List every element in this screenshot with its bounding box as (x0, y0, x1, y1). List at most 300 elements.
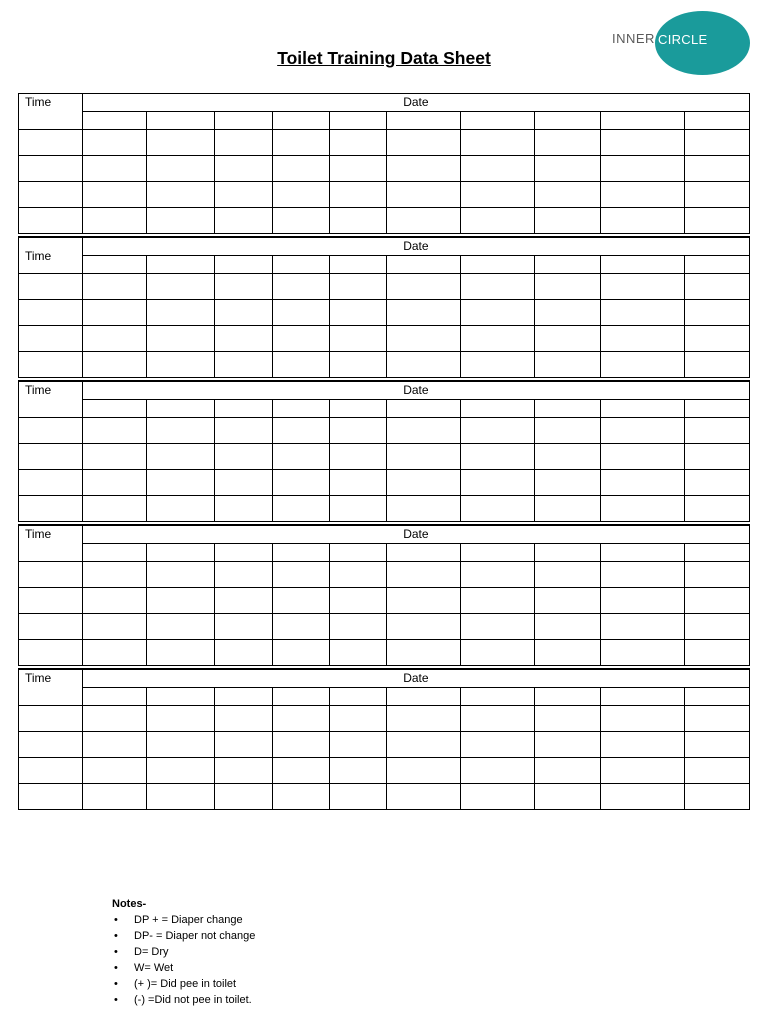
date-cell[interactable] (387, 399, 461, 417)
time-cell[interactable] (19, 613, 83, 639)
date-cell[interactable] (685, 112, 750, 130)
time-header: Time (19, 237, 83, 273)
entry-cell[interactable] (387, 273, 461, 299)
table-row (19, 613, 750, 639)
date-cell[interactable] (461, 543, 535, 561)
entry-cell[interactable] (461, 587, 535, 613)
entry-cell[interactable] (685, 417, 750, 443)
entry-cell[interactable] (82, 783, 146, 809)
entry-cell[interactable] (329, 705, 387, 731)
date-cell[interactable] (461, 687, 535, 705)
entry-cell[interactable] (273, 731, 330, 757)
entry-cell[interactable] (535, 156, 601, 182)
entry-cell[interactable] (329, 731, 387, 757)
entry-cell[interactable] (215, 731, 273, 757)
entry-cell[interactable] (685, 208, 750, 234)
entry-cell[interactable] (387, 639, 461, 665)
table-row (19, 156, 750, 182)
entry-cell[interactable] (387, 299, 461, 325)
entry-cell[interactable] (387, 156, 461, 182)
entry-cell[interactable] (82, 325, 146, 351)
entry-cell[interactable] (82, 495, 146, 521)
date-cell[interactable] (601, 543, 685, 561)
entry-cell[interactable] (82, 705, 146, 731)
entry-cell[interactable] (387, 495, 461, 521)
date-cell[interactable] (601, 687, 685, 705)
entry-cell[interactable] (82, 130, 146, 156)
notes-title: Notes- (112, 898, 147, 910)
entry-cell[interactable] (601, 469, 685, 495)
entry-cell[interactable] (329, 495, 387, 521)
date-cell[interactable] (685, 543, 750, 561)
entry-cell[interactable] (535, 587, 601, 613)
entry-cell[interactable] (535, 731, 601, 757)
entry-cell[interactable] (387, 469, 461, 495)
date-cell[interactable] (535, 399, 601, 417)
entry-cell[interactable] (535, 299, 601, 325)
time-cell[interactable] (19, 443, 83, 469)
date-cell[interactable] (215, 255, 273, 273)
entry-cell[interactable] (601, 325, 685, 351)
entry-cell[interactable] (601, 273, 685, 299)
entry-cell[interactable] (535, 783, 601, 809)
entry-cell[interactable] (215, 156, 273, 182)
entry-cell[interactable] (82, 757, 146, 783)
entry-cell[interactable] (329, 561, 387, 587)
entry-cell[interactable] (685, 273, 750, 299)
entry-cell[interactable] (387, 757, 461, 783)
entry-cell[interactable] (215, 495, 273, 521)
date-cell[interactable] (215, 543, 273, 561)
table-row (19, 495, 750, 521)
entry-cell[interactable] (273, 757, 330, 783)
entry-cell[interactable] (215, 299, 273, 325)
entry-cell[interactable] (82, 299, 146, 325)
entry-cell[interactable] (535, 495, 601, 521)
entry-cell[interactable] (146, 208, 215, 234)
date-cell[interactable] (329, 543, 387, 561)
entry-cell[interactable] (535, 613, 601, 639)
entry-cell[interactable] (215, 325, 273, 351)
date-cell[interactable] (461, 399, 535, 417)
entry-cell[interactable] (273, 613, 330, 639)
entry-cell[interactable] (273, 495, 330, 521)
date-header: Date (82, 237, 749, 255)
time-cell[interactable] (19, 325, 83, 351)
notes-item: • D= Dry (112, 944, 255, 960)
entry-cell[interactable] (387, 208, 461, 234)
date-cell[interactable] (82, 399, 146, 417)
entry-cell[interactable] (82, 156, 146, 182)
time-header: Time (19, 669, 83, 705)
table-row (19, 757, 750, 783)
entry-cell[interactable] (461, 613, 535, 639)
entry-cell[interactable] (461, 156, 535, 182)
date-cell[interactable] (329, 255, 387, 273)
entry-cell[interactable] (601, 705, 685, 731)
entry-cell[interactable] (146, 443, 215, 469)
entry-cell[interactable] (601, 182, 685, 208)
entry-cell[interactable] (215, 587, 273, 613)
entry-cell[interactable] (82, 273, 146, 299)
entry-cell[interactable] (273, 299, 330, 325)
date-cell[interactable] (535, 255, 601, 273)
entry-cell[interactable] (273, 182, 330, 208)
entry-cell[interactable] (146, 182, 215, 208)
entry-cell[interactable] (329, 757, 387, 783)
table-block (18, 236, 750, 378)
date-cell[interactable] (273, 112, 330, 130)
entry-cell[interactable] (387, 705, 461, 731)
entry-cell[interactable] (685, 757, 750, 783)
entry-cell[interactable] (329, 613, 387, 639)
entry-cell[interactable] (273, 351, 330, 377)
entry-cell[interactable] (387, 351, 461, 377)
entry-cell[interactable] (685, 561, 750, 587)
entry-cell[interactable] (601, 208, 685, 234)
date-cell[interactable] (387, 255, 461, 273)
entry-cell[interactable] (685, 731, 750, 757)
entry-cell[interactable] (215, 273, 273, 299)
entry-cell[interactable] (535, 469, 601, 495)
entry-cell[interactable] (535, 130, 601, 156)
entry-cell[interactable] (215, 561, 273, 587)
time-cell[interactable] (19, 587, 83, 613)
entry-cell[interactable] (82, 208, 146, 234)
entry-cell[interactable] (387, 130, 461, 156)
time-cell[interactable] (19, 639, 83, 665)
entry-cell[interactable] (273, 325, 330, 351)
notes-item: • (-) =Did not pee in toilet. (112, 992, 255, 1008)
date-cell[interactable] (273, 399, 330, 417)
entry-cell[interactable] (461, 757, 535, 783)
entry-cell[interactable] (601, 731, 685, 757)
entry-cell[interactable] (535, 561, 601, 587)
date-cell[interactable] (329, 687, 387, 705)
date-cell[interactable] (146, 543, 215, 561)
entry-cell[interactable] (387, 561, 461, 587)
time-cell[interactable] (19, 561, 83, 587)
entry-cell[interactable] (273, 156, 330, 182)
entry-cell[interactable] (82, 469, 146, 495)
entry-cell[interactable] (273, 417, 330, 443)
entry-cell[interactable] (146, 469, 215, 495)
table-block (18, 668, 750, 810)
time-cell[interactable] (19, 299, 83, 325)
entry-cell[interactable] (461, 417, 535, 443)
entry-cell[interactable] (215, 351, 273, 377)
entry-cell[interactable] (461, 273, 535, 299)
date-cell[interactable] (82, 255, 146, 273)
date-header: Date (82, 669, 749, 687)
entry-cell[interactable] (146, 156, 215, 182)
date-cell[interactable] (535, 112, 601, 130)
entry-cell[interactable] (461, 351, 535, 377)
date-cell[interactable] (461, 112, 535, 130)
entry-cell[interactable] (601, 351, 685, 377)
date-cell[interactable] (215, 687, 273, 705)
entry-cell[interactable] (273, 273, 330, 299)
date-cell[interactable] (215, 112, 273, 130)
entry-cell[interactable] (146, 639, 215, 665)
entry-cell[interactable] (601, 561, 685, 587)
entry-cell[interactable] (329, 783, 387, 809)
entry-cell[interactable] (329, 417, 387, 443)
entry-cell[interactable] (685, 705, 750, 731)
entry-cell[interactable] (215, 130, 273, 156)
entry-cell[interactable] (601, 156, 685, 182)
entry-cell[interactable] (461, 495, 535, 521)
entry-cell[interactable] (273, 783, 330, 809)
entry-cell[interactable] (82, 417, 146, 443)
date-cell[interactable] (535, 687, 601, 705)
entry-cell[interactable] (601, 299, 685, 325)
entry-cell[interactable] (685, 299, 750, 325)
time-cell[interactable] (19, 351, 83, 377)
date-cell[interactable] (329, 112, 387, 130)
entry-cell[interactable] (146, 731, 215, 757)
entry-cell[interactable] (685, 639, 750, 665)
entry-cell[interactable] (601, 613, 685, 639)
time-cell[interactable] (19, 705, 83, 731)
entry-cell[interactable] (387, 417, 461, 443)
notes-list (112, 912, 255, 1008)
table-block (18, 380, 750, 522)
table-row (19, 417, 750, 443)
entry-cell[interactable] (82, 613, 146, 639)
entry-cell[interactable] (685, 182, 750, 208)
date-cell[interactable] (601, 399, 685, 417)
entry-cell[interactable] (601, 639, 685, 665)
time-cell[interactable] (19, 208, 83, 234)
entry-cell[interactable] (146, 783, 215, 809)
time-cell[interactable] (19, 156, 83, 182)
date-cell[interactable] (146, 687, 215, 705)
entry-cell[interactable] (685, 783, 750, 809)
entry-cell[interactable] (387, 731, 461, 757)
entry-cell[interactable] (461, 325, 535, 351)
entry-cell[interactable] (329, 469, 387, 495)
date-cell[interactable] (387, 112, 461, 130)
entry-cell[interactable] (146, 587, 215, 613)
time-cell[interactable] (19, 495, 83, 521)
entry-cell[interactable] (329, 208, 387, 234)
entry-cell[interactable] (685, 325, 750, 351)
entry-cell[interactable] (461, 731, 535, 757)
entry-cell[interactable] (146, 130, 215, 156)
table-row (19, 325, 750, 351)
entry-cell[interactable] (273, 208, 330, 234)
entry-cell[interactable] (601, 130, 685, 156)
entry-cell[interactable] (461, 130, 535, 156)
entry-cell[interactable] (329, 182, 387, 208)
entry-cell[interactable] (329, 273, 387, 299)
entry-cell[interactable] (273, 130, 330, 156)
date-cell[interactable] (387, 687, 461, 705)
time-header: Time (19, 94, 83, 130)
time-cell[interactable] (19, 783, 83, 809)
entry-cell[interactable] (215, 417, 273, 443)
entry-cell[interactable] (215, 783, 273, 809)
entry-cell[interactable] (535, 182, 601, 208)
entry-cell[interactable] (329, 443, 387, 469)
notes-item: • W= Wet (112, 960, 255, 976)
entry-cell[interactable] (82, 587, 146, 613)
entry-cell[interactable] (146, 351, 215, 377)
entry-cell[interactable] (461, 469, 535, 495)
entry-cell[interactable] (535, 325, 601, 351)
entry-cell[interactable] (215, 705, 273, 731)
date-cell[interactable] (387, 543, 461, 561)
entry-cell[interactable] (82, 182, 146, 208)
entry-cell[interactable] (387, 182, 461, 208)
entry-cell[interactable] (685, 443, 750, 469)
date-header: Date (82, 525, 749, 543)
entry-cell[interactable] (685, 156, 750, 182)
date-cell[interactable] (215, 399, 273, 417)
entry-cell[interactable] (146, 495, 215, 521)
entry-cell[interactable] (601, 587, 685, 613)
entry-cell[interactable] (329, 130, 387, 156)
entry-cell[interactable] (329, 156, 387, 182)
notes (112, 896, 255, 1008)
table-row (19, 208, 750, 234)
entry-cell[interactable] (535, 351, 601, 377)
time-cell[interactable] (19, 417, 83, 443)
entry-cell[interactable] (329, 299, 387, 325)
date-cell[interactable] (685, 399, 750, 417)
date-cell[interactable] (273, 543, 330, 561)
entry-cell[interactable] (82, 561, 146, 587)
table-row (19, 705, 750, 731)
entry-cell[interactable] (461, 443, 535, 469)
entry-cell[interactable] (273, 639, 330, 665)
entry-cell[interactable] (273, 587, 330, 613)
entry-cell[interactable] (685, 613, 750, 639)
entry-cell[interactable] (601, 417, 685, 443)
entry-cell[interactable] (461, 561, 535, 587)
entry-cell[interactable] (215, 443, 273, 469)
date-cell[interactable] (146, 112, 215, 130)
entry-cell[interactable] (146, 325, 215, 351)
date-cell[interactable] (685, 687, 750, 705)
entry-cell[interactable] (146, 561, 215, 587)
entry-cell[interactable] (146, 273, 215, 299)
entry-cell[interactable] (215, 639, 273, 665)
entry-cell[interactable] (329, 639, 387, 665)
notes-item: • DP + = Diaper change (112, 912, 255, 928)
entry-cell[interactable] (685, 587, 750, 613)
time-cell[interactable] (19, 731, 83, 757)
entry-cell[interactable] (535, 273, 601, 299)
time-cell[interactable] (19, 130, 83, 156)
date-cell[interactable] (685, 255, 750, 273)
entry-cell[interactable] (273, 705, 330, 731)
entry-cell[interactable] (461, 639, 535, 665)
entry-cell[interactable] (273, 561, 330, 587)
date-cell[interactable] (273, 687, 330, 705)
table-row (19, 469, 750, 495)
entry-cell[interactable] (273, 469, 330, 495)
entry-cell[interactable] (535, 417, 601, 443)
entry-cell[interactable] (82, 731, 146, 757)
date-cell[interactable] (273, 255, 330, 273)
entry-cell[interactable] (535, 757, 601, 783)
entry-cell[interactable] (601, 495, 685, 521)
entry-cell[interactable] (601, 783, 685, 809)
entry-cell[interactable] (146, 613, 215, 639)
entry-cell[interactable] (387, 325, 461, 351)
date-cell[interactable] (146, 399, 215, 417)
entry-cell[interactable] (601, 443, 685, 469)
table-row (19, 783, 750, 809)
entry-cell[interactable] (146, 417, 215, 443)
time-cell[interactable] (19, 757, 83, 783)
entry-cell[interactable] (82, 351, 146, 377)
entry-cell[interactable] (215, 613, 273, 639)
date-cell[interactable] (146, 255, 215, 273)
entry-cell[interactable] (387, 613, 461, 639)
entry-cell[interactable] (461, 705, 535, 731)
table-row (19, 351, 750, 377)
entry-cell[interactable] (685, 351, 750, 377)
entry-cell[interactable] (329, 351, 387, 377)
entry-cell[interactable] (535, 639, 601, 665)
entry-cell[interactable] (146, 299, 215, 325)
table-row (19, 299, 750, 325)
date-cell[interactable] (601, 255, 685, 273)
date-cell[interactable] (82, 543, 146, 561)
entry-cell[interactable] (387, 587, 461, 613)
date-cell[interactable] (82, 112, 146, 130)
entry-cell[interactable] (82, 443, 146, 469)
date-cell[interactable] (461, 255, 535, 273)
entry-cell[interactable] (82, 639, 146, 665)
entry-cell[interactable] (273, 443, 330, 469)
entry-cell[interactable] (535, 443, 601, 469)
entry-cell[interactable] (461, 208, 535, 234)
entry-cell[interactable] (461, 299, 535, 325)
entry-cell[interactable] (329, 325, 387, 351)
date-cell[interactable] (329, 399, 387, 417)
entry-cell[interactable] (215, 757, 273, 783)
entry-cell[interactable] (535, 705, 601, 731)
entry-cell[interactable] (601, 757, 685, 783)
entry-cell[interactable] (535, 208, 601, 234)
date-cell[interactable] (535, 543, 601, 561)
entry-cell[interactable] (685, 495, 750, 521)
entry-cell[interactable] (685, 469, 750, 495)
page-title: Toilet Training Data Sheet (277, 48, 491, 68)
entry-cell[interactable] (215, 182, 273, 208)
entry-cell[interactable] (461, 182, 535, 208)
time-cell[interactable] (19, 182, 83, 208)
entry-cell[interactable] (146, 757, 215, 783)
entry-cell[interactable] (215, 469, 273, 495)
time-cell[interactable] (19, 469, 83, 495)
time-cell[interactable] (19, 273, 83, 299)
entry-cell[interactable] (685, 130, 750, 156)
entry-cell[interactable] (146, 705, 215, 731)
entry-cell[interactable] (387, 783, 461, 809)
entry-cell[interactable] (461, 783, 535, 809)
entry-cell[interactable] (329, 587, 387, 613)
entry-cell[interactable] (387, 443, 461, 469)
date-cell[interactable] (82, 687, 146, 705)
date-cell[interactable] (601, 112, 685, 130)
table-row (19, 182, 750, 208)
entry-cell[interactable] (215, 208, 273, 234)
